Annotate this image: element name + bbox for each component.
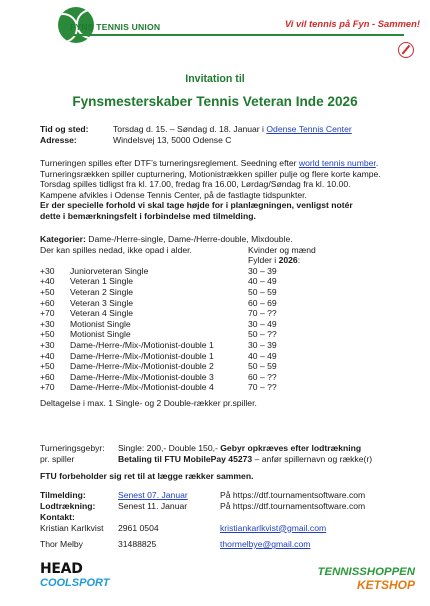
category-name: Veteran 1 Single — [70, 276, 134, 287]
category-age: +70 — [40, 308, 55, 319]
category-range: 40 – 49 — [248, 276, 277, 287]
category-age: +40 — [40, 276, 55, 287]
intro-line-2: Turneringsrækken spiller cupturnering, Motionistrækken spiller pulje og flere korte kampe. — [40, 168, 381, 179]
category-row — [40, 329, 410, 340]
category-range: 60 – 69 — [248, 297, 277, 308]
intro-line-4: Kampene afvikles i Odense Tennis Center, på de fastlagte tidspunkter. — [40, 189, 307, 200]
invitation-label: Invitation til — [185, 73, 245, 85]
category-age: +50 — [40, 361, 55, 372]
category-age: +60 — [40, 371, 55, 382]
signup-deadline: Senest 07. Januar — [118, 490, 188, 500]
world-tennis-number-link[interactable]: world tennis number — [298, 158, 376, 168]
reserve-note: FTU forbeholder sig ret til at lægge rækker sammen. — [40, 471, 254, 481]
category-row — [40, 319, 410, 330]
contact-label: Kontakt: — [40, 512, 75, 522]
category-row — [40, 351, 410, 362]
header — [0, 0, 430, 62]
contact-email-link[interactable]: thormelbye@gmail.com — [220, 539, 311, 550]
slogan: Vi vil tennis på Fyn - Sammen! — [284, 18, 420, 29]
category-name: Dame-/Herre-/Mix-/Motionist-double 3 — [70, 371, 214, 382]
contact-phone: 31488825 — [118, 539, 157, 550]
year-header: Fylder i 2026: — [248, 255, 301, 266]
signup-label: Tilmelding: — [40, 490, 86, 500]
category-range: 70 – ?? — [248, 308, 277, 319]
contact-name: Kristian Karlkvist — [40, 522, 104, 533]
address-label: Adresse: — [40, 134, 77, 145]
category-range: 50 – 59 — [248, 286, 277, 297]
category-name: Motionist Single — [70, 329, 131, 340]
reserve-note-block — [40, 471, 410, 482]
ketshop-logo: KETSHOP — [356, 578, 415, 592]
contact-section — [40, 512, 410, 550]
category-age: +30 — [40, 265, 55, 276]
intro-line-1: Turneringen spilles efter DTF’s turneringsreglement. Seedning efter world tennis number. — [40, 158, 379, 168]
fee-value: Single: 200,- Double 150,- Gebyr opkræves efter lodtrækning — [118, 443, 362, 453]
time-value: Torsdag d. 15. – Søndag d. 18. Januar i Odense Tennis Center — [113, 124, 352, 134]
category-row — [40, 287, 410, 298]
category-name: Dame-/Herre-/Mix-/Motionist-double 1 — [70, 350, 214, 361]
categories-section — [40, 234, 410, 409]
category-name: Dame-/Herre-/Mix-/Motionist-double 1 — [70, 339, 214, 350]
contact-phone: 2961 0504 — [118, 522, 159, 533]
category-name: Dame-/Herre-/Mix-/Motionist-double 4 — [70, 382, 214, 393]
category-age: +40 — [40, 350, 55, 361]
category-row — [40, 340, 410, 351]
tennisshoppen-logo: TENNISSHOPPEN — [317, 566, 415, 578]
age-header: Kvinder og mænd — [248, 244, 316, 255]
category-row — [40, 372, 410, 383]
category-age: +30 — [40, 339, 55, 350]
categories-line: Kategorier: Dame-/Herre-single, Dame-/Herre-double, Mixdouble. — [40, 234, 293, 244]
header-divider — [70, 34, 404, 36]
info-section — [40, 124, 410, 145]
address-value: Windelsvej 13, 5000 Odense C — [113, 134, 232, 145]
category-range: 50 – ?? — [248, 329, 277, 340]
special-notice-1: Er der specielle forhold vi skal tage højde for i planlægningen, venligst notér — [40, 200, 353, 211]
category-name: Veteran 3 Single — [70, 297, 134, 308]
category-row — [40, 298, 410, 309]
payment-info: Betaling til FTU MobilePay 45273 – anfør spillernavn og række(r) — [118, 453, 373, 464]
category-row — [40, 266, 410, 277]
draw-label: Lodtrækning: — [40, 500, 96, 511]
category-table — [40, 266, 410, 393]
category-name: Veteran 4 Single — [70, 308, 134, 319]
category-name: Motionist Single — [70, 318, 131, 329]
category-name: Juniorveteran Single — [70, 265, 149, 276]
category-row — [40, 382, 410, 393]
time-label: Tid og sted: — [40, 124, 89, 134]
category-age: +50 — [40, 329, 55, 340]
category-range: 40 – 49 — [248, 350, 277, 361]
union-logo-text: FYNS TENNIS UNION — [70, 22, 161, 32]
category-range: 30 – 39 — [248, 265, 277, 276]
category-row — [40, 276, 410, 287]
fee-section — [40, 443, 410, 464]
category-row — [40, 361, 410, 372]
intro-section — [40, 158, 410, 222]
signup-site[interactable]: På https://dtf.tournamentsoftware.com — [220, 490, 366, 500]
category-age: +30 — [40, 318, 55, 329]
category-age: +70 — [40, 382, 55, 393]
category-range: 30 – 49 — [248, 318, 277, 329]
category-age: +60 — [40, 297, 55, 308]
contact-email-link[interactable]: kristiankarlkvist@gmail.com — [220, 522, 327, 533]
category-name: Veteran 2 Single — [70, 286, 134, 297]
page-title: Fynsmesterskaber Tennis Veteran Inde 2026 — [72, 94, 358, 109]
fee-label: Turneringsgebyr: — [40, 443, 105, 453]
draw-deadline: Senest 11. Januar — [118, 500, 188, 511]
venue-link[interactable]: Odense Tennis Center — [266, 124, 352, 134]
dgi-badge-icon — [398, 42, 414, 58]
categories-rule: Der kan spilles nedad, ikke opad i alder. — [40, 244, 192, 255]
category-name: Dame-/Herre-/Mix-/Motionist-double 2 — [70, 361, 214, 372]
category-range: 70 – ?? — [248, 382, 277, 393]
draw-site[interactable]: På https://dtf.tournamentsoftware.com — [220, 500, 366, 511]
intro-line-3: Torsdag spilles tidligst fra kl. 17.00, fredag fra 16.00, Lørdag/Søndag fra kl. 10.00. — [40, 179, 351, 190]
category-range: 60 – ?? — [248, 371, 277, 382]
category-age: +50 — [40, 286, 55, 297]
fee-per-player-label: pr. spiller — [40, 453, 75, 464]
special-notice-2: dette i bemærkningsfelt i forbindelse med tilmelding. — [40, 210, 256, 221]
head-logo: HEAD — [40, 561, 83, 577]
category-range: 30 – 39 — [248, 339, 277, 350]
category-range: 50 – 59 — [248, 361, 277, 372]
participation-limit: Deltagelse i max. 1 Single- og 2 Double-rækker pr.spiller. — [40, 397, 257, 408]
registration-section — [40, 490, 410, 511]
coolsport-logo: COOLSPORT — [40, 577, 110, 589]
category-row — [40, 308, 410, 319]
contact-name: Thor Melby — [40, 539, 83, 550]
